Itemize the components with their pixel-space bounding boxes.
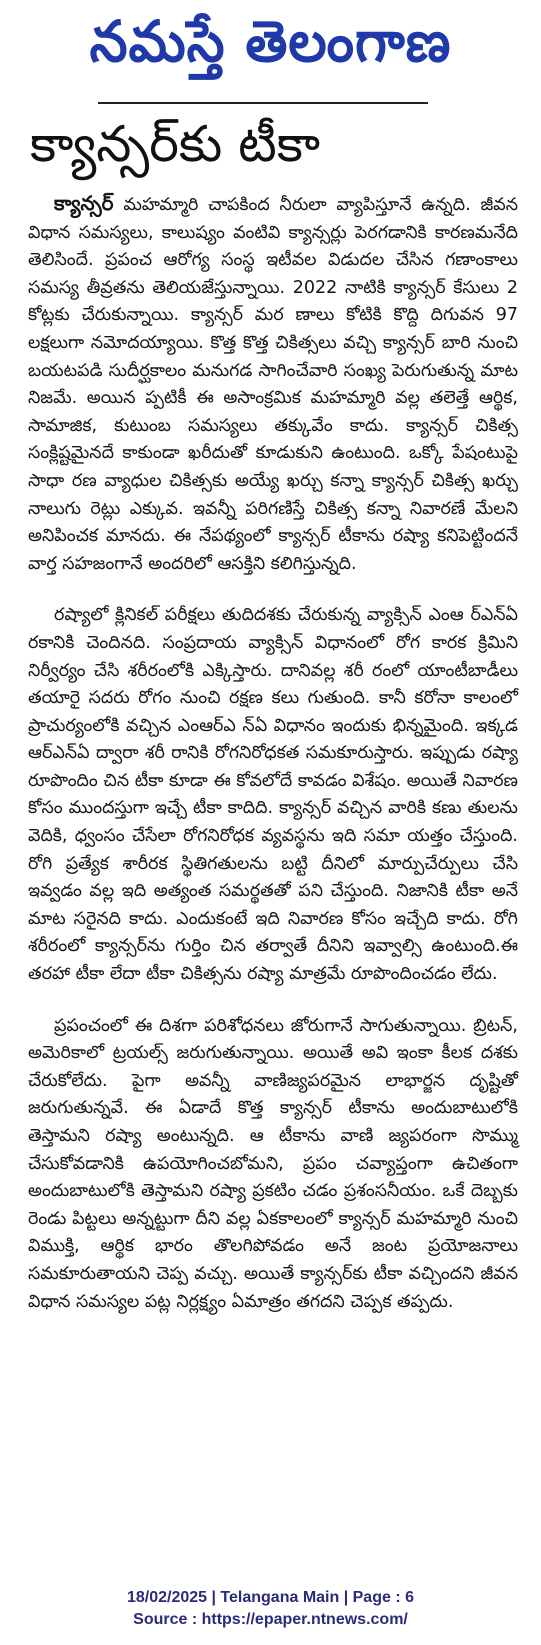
source-footer [0, 1587, 541, 1631]
footer-source-line: Source : https://epaper.ntnews.com/ [133, 1611, 408, 1628]
lead-word: క్యాన్సర్ [54, 191, 114, 215]
headline-rule [98, 102, 428, 104]
headline: క్యాన్సర్‌కు టీకా [30, 115, 321, 173]
article-body [28, 190, 518, 1316]
paragraph-3 [28, 1013, 518, 1317]
newspaper-logo: నమస్తే తెలంగాణ [89, 8, 452, 75]
paragraph-3-text: ప్రపంచంలో ఈ దిశగా పరిశోధనలు జోరుగానే సాగుతున్నాయి. బ్రిటన్, అమెరికాలో ట్రయల్స్ జరుగుతున్నాయి. అయితే అవి ఇంకా కీలక దశకు చేరుకోలేదు. పైగా అవన్నీ వాణిజ్యపరమైన లాభార్జన దృష్టితో జరుగుతున్నవే. ఈ ఏడాదే కొత్త క్యాన్సర్ టీకాను అందుబాటులోకి తెస్తామని రష్యా అంటున్నది. ఆ టీకాను వాణి జ్యపరంగా సొమ్ము చేసుకోవడానికి ఉపయోగించబోమని, ప్రపం చవ్యాప్తంగా ఉచితంగా అందుబాటులోకి తెస్తామని రష్యా ప్రకటిం చడం ప్రశంసనీయం. ఒకే దెబ్బకు రెండు పిట్టలు అన్నట్టుగా దీని వల్ల ఏకకాలంలో క్యాన్సర్ మహమ్మారి నుంచి విముక్తి, ఆర్థిక భారం తొలగిపోవడం అనే జంట ప్రయోజనాలు సమకూరుతాయని చెప్ప వచ్చు. అయితే క్యాన్సర్‌కు టీకా వచ్చిందని జీవన విధాన సమస్యల పట్ల నిర్లక్ష్యం ఏమాత్రం తగదని చెప్పక తప్పదు. [28, 1015, 518, 1312]
paragraph-2 [28, 602, 518, 988]
footer-date-line: 18/02/2025 | Telangana Main | Page : 6 [126, 1589, 414, 1606]
paragraph-1 [28, 190, 518, 578]
paragraph-1-text: మహమ్మారి చాపకింద నీరులా వ్యాపిస్తూనే ఉన్నది. జీవన విధాన సమస్యలు, కాలుష్యం వంటివి క్యాన్సర్లు పెరగడానికి కారణమనేది తెలిసిందే. ప్రపంచ ఆరోగ్య సంస్థ ఇటీవల విడుదల చేసిన గణాంకాలు సమస్య తీవ్రతను తెలియజేస్తున్నాయి. 2022 నాటికి క్యాన్సర్ కేసులు 2 కోట్లకు చేరుకున్నాయి. క్యాన్సర్ మర ణాలు కోటికి కొద్ది దిగువన 97 లక్షలుగా నమోదయ్యాయి. కొత్త కొత్త చికిత్సలు వచ్చి క్యాన్సర్ బారి నుంచి బయటపడి సుదీర్ఘకాలం మనుగడ సాగించేవారి సంఖ్య పెరుగుతున్న మాట నిజమే. అయిన ప్పటికీ ఈ అసాంక్రమిక మహమ్మారి వల్ల తలెత్తే ఆర్థిక, సామాజిక, కుటుంబ సమస్యలు తక్కువేం కాదు. క్యాన్సర్ చికిత్స సంక్లిష్టమైనదే కాకుండా ఖరీదుతో కూడుకుని ఉంటుంది. ఒక్కో పేషంటుపై సాధా రణ వ్యాధుల చికిత్సకు అయ్యే ఖర్చు కన్నా క్యాన్సర్ చికిత్స ఖర్చు నాలుగు రెట్లు ఎక్కువ. ఇవన్నీ పరిగణిస్తే చికిత్స కన్నా నివారణే మేలని అనిపించక మానదు. ఈ నేపథ్యంలో క్యాన్సర్ టీకాను రష్యా కనిపెట్టిందనే వార్త సహజంగానే అందరిలో ఆసక్తిని కలిగిస్తున్నది. [28, 195, 518, 574]
paragraph-2-text: రష్యాలో క్లినికల్ పరీక్షలు తుదిదశకు చేరుకున్న వ్యాక్సిన్ ఎంఆ ర్ఎన్ఏ రకానికి చెందినది. సంప్రదాయ వ్యాక్సిన్ విధానంలో రోగ కారక క్రిమిని నిర్వీర్యం చేసి శరీరంలోకి ఎక్కిస్తారు. దానివల్ల శరీ రంలో యాంటీబాడీలు తయారై సదరు రోగం నుంచి రక్షణ కలు గుతుంది. కానీ కరోనా కాలంలో ప్రాచుర్యంలోకి వచ్చిన ఎంఆర్ఎ న్ఏ విధానం ఇందుకు భిన్నమైంది. ఇక్కడ ఆర్ఎన్ఏ ద్వారా శరీ రానికి రోగనిరోధకత సమకూరుస్తారు. ఇప్పుడు రష్యా రూపొందిం చిన టీకా కూడా ఈ కోవలోదే కావడం విశేషం. అయితే నివారణ కోసం ముందస్తుగా ఇచ్చే టీకా కాదిది. క్యాన్సర్ వచ్చిన వారికి కణు తులను వెదికి, ధ్వంసం చేసేలా రోగనిరోధక వ్యవస్థను ఇది సమా యత్తం చేస్తుంది. రోగి ప్రత్యేక శారీరక స్థితిగతులను బట్టి దీనిలో మార్పుచేర్పులు చేసి ఇవ్వడం వల్ల ఇది అత్యంత సమర్థతతో పని చేస్తుంది. నిజానికి టీకా అనే మాట సరైనది కాదు. ఎందుకంటే ఇది నివారణ కోసం ఇచ్చేది కాదు. రోగి శరీరంలో క్యాన్సర్‌ను గుర్తిం చిన తర్వాతే దీనిని ఇవ్వాల్సి ఉంటుంది.ఈ తరహా టీకా లేదా టీకా చికిత్సను రష్యా మాత్రమే రూపొందించడం లేదు. [28, 605, 518, 985]
masthead [0, 0, 541, 86]
